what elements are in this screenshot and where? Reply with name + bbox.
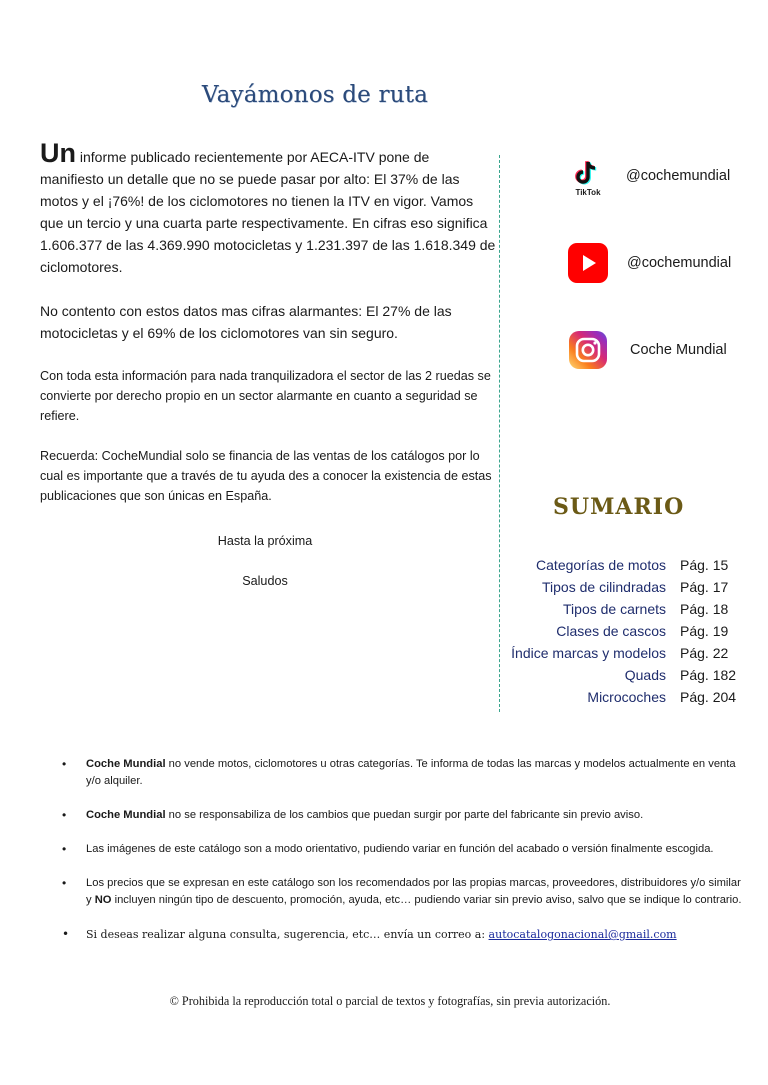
intro-paragraph-1	[40, 138, 496, 278]
drop-cap-word: Un	[40, 138, 76, 168]
sumario-item-label: Tipos de cilindradas	[542, 579, 666, 595]
closing-line-2: Saludos	[242, 574, 288, 588]
sumario-item-page: Pág. 204	[680, 689, 737, 705]
intro-paragraph-4: Recuerda: CocheMundial solo se financia de las ventas de los catálogos por lo cual es importante que a través de tu ayuda des a conocer la existencia de estas publicaciones que son únicas en España.	[40, 449, 492, 503]
intro-paragraph-1-text: informe publicado recientemente por AECA-ITV pone de manifiesto un detalle que no se puede pasar por alto: El 37% de las motos y el ¡76%! de los ciclomotores no tienen la ITV en vigor. Vamos que un tercio y una cuarta parte respectivamente. En cifras eso significa 1.606.377 de las 4.369.990 motocicletas y 1.231.397 de las 1.618.349 de ciclomotores.	[40, 149, 496, 275]
sumario-item[interactable]	[500, 598, 750, 620]
sumario-item-label: Microcoches	[587, 689, 666, 705]
social-tiktok[interactable]	[568, 158, 730, 198]
sumario-item-page: Pág. 18	[680, 601, 729, 617]
sumario-item[interactable]	[500, 642, 750, 664]
note-item	[62, 841, 742, 858]
note-text: Los precios que se expresan en este catálogo son los recomendados por las propias marcas, proveedores, distribuidores y/o similar y	[86, 877, 741, 906]
tiktok-icon	[568, 158, 608, 198]
sumario-item-label: Tipos de carnets	[563, 601, 666, 617]
note-emphasis: NO	[94, 894, 112, 906]
youtube-icon	[568, 243, 608, 283]
note-item	[62, 926, 742, 943]
intro-paragraph-2: No contento con estos datos mas cifras alarmantes: El 27% de las motocicletas y el 69% de los ciclomotores van sin seguro.	[40, 303, 452, 341]
tiktok-icon-label: TikTok	[575, 187, 601, 197]
instagram-icon	[568, 330, 608, 370]
copyright-notice: © Prohibida la reproducción total o parcial de textos y fotografías, sin previa autorización.	[169, 994, 611, 1008]
sumario-item[interactable]	[500, 576, 750, 598]
closing-line-1: Hasta la próxima	[217, 534, 313, 548]
sumario-item-label: Categorías de motos	[536, 557, 666, 573]
note-text: Si deseas realizar alguna consulta, sugerencia, etc… envía un correo a:	[86, 928, 489, 941]
sumario-item-page: Pág. 17	[680, 579, 729, 595]
note-text: Las imágenes de este catálogo son a modo orientativo, pudiendo variar en función del acabado o versión finalmente escogida.	[86, 843, 714, 855]
note-item	[62, 807, 742, 824]
sumario-item-label: Quads	[624, 667, 666, 683]
note-brand: Coche Mundial	[86, 758, 166, 770]
sumario-item[interactable]	[500, 664, 750, 686]
note-item	[62, 875, 742, 909]
bullet-icon: •	[62, 842, 67, 856]
social-youtube[interactable]	[568, 243, 731, 283]
contact-email-link[interactable]: autocatalogonacional@gmail.com	[488, 928, 677, 941]
bullet-icon: •	[62, 808, 67, 822]
sumario-item-page: Pág. 22	[680, 645, 729, 661]
bullet-icon: •	[62, 927, 70, 941]
bullet-icon: •	[62, 757, 67, 771]
sumario-item-label: Clases de cascos	[556, 623, 666, 639]
note-item	[62, 756, 742, 790]
sumario-list	[500, 554, 750, 708]
note-brand: Coche Mundial	[86, 809, 166, 821]
instagram-handle: Coche Mundial	[630, 342, 727, 358]
social-instagram[interactable]	[568, 330, 727, 370]
tiktok-handle: @cochemundial	[626, 168, 731, 184]
note-text: no vende motos, ciclomotores u otras categorías. Te informa de todas las marcas y modelos actualmente en venta y/o alquiler.	[86, 758, 736, 787]
intro-paragraph-3: Con toda esta información para nada tranquilizadora el sector de las 2 ruedas se convierte por derecho propio en un sector alarmante en cuanto a seguridad se refiere.	[40, 369, 491, 423]
note-text: incluyen ningún tipo de descuento, promoción, ayuda, etc… pudiendo variar sin previo aviso, salvo que se indique lo contrario.	[111, 894, 742, 906]
sumario-item-page: Pág. 182	[680, 667, 737, 683]
intro-text	[40, 138, 496, 506]
notes-list	[62, 756, 742, 943]
sumario-item[interactable]	[500, 554, 750, 576]
sumario-item[interactable]	[500, 620, 750, 642]
sumario-item[interactable]	[500, 686, 750, 708]
sumario-item-label: Índice marcas y modelos	[511, 645, 666, 661]
page-title: Vayámonos de ruta	[201, 82, 429, 108]
sumario-item-page: Pág. 19	[680, 623, 729, 639]
note-text: no se responsabiliza de los cambios que puedan surgir por parte del fabricante sin previo aviso.	[165, 809, 644, 821]
sumario-heading: SUMARIO	[553, 494, 685, 520]
youtube-handle: @cochemundial	[627, 255, 732, 271]
sumario-item-page: Pág. 15	[680, 557, 729, 573]
bullet-icon: •	[62, 876, 67, 890]
